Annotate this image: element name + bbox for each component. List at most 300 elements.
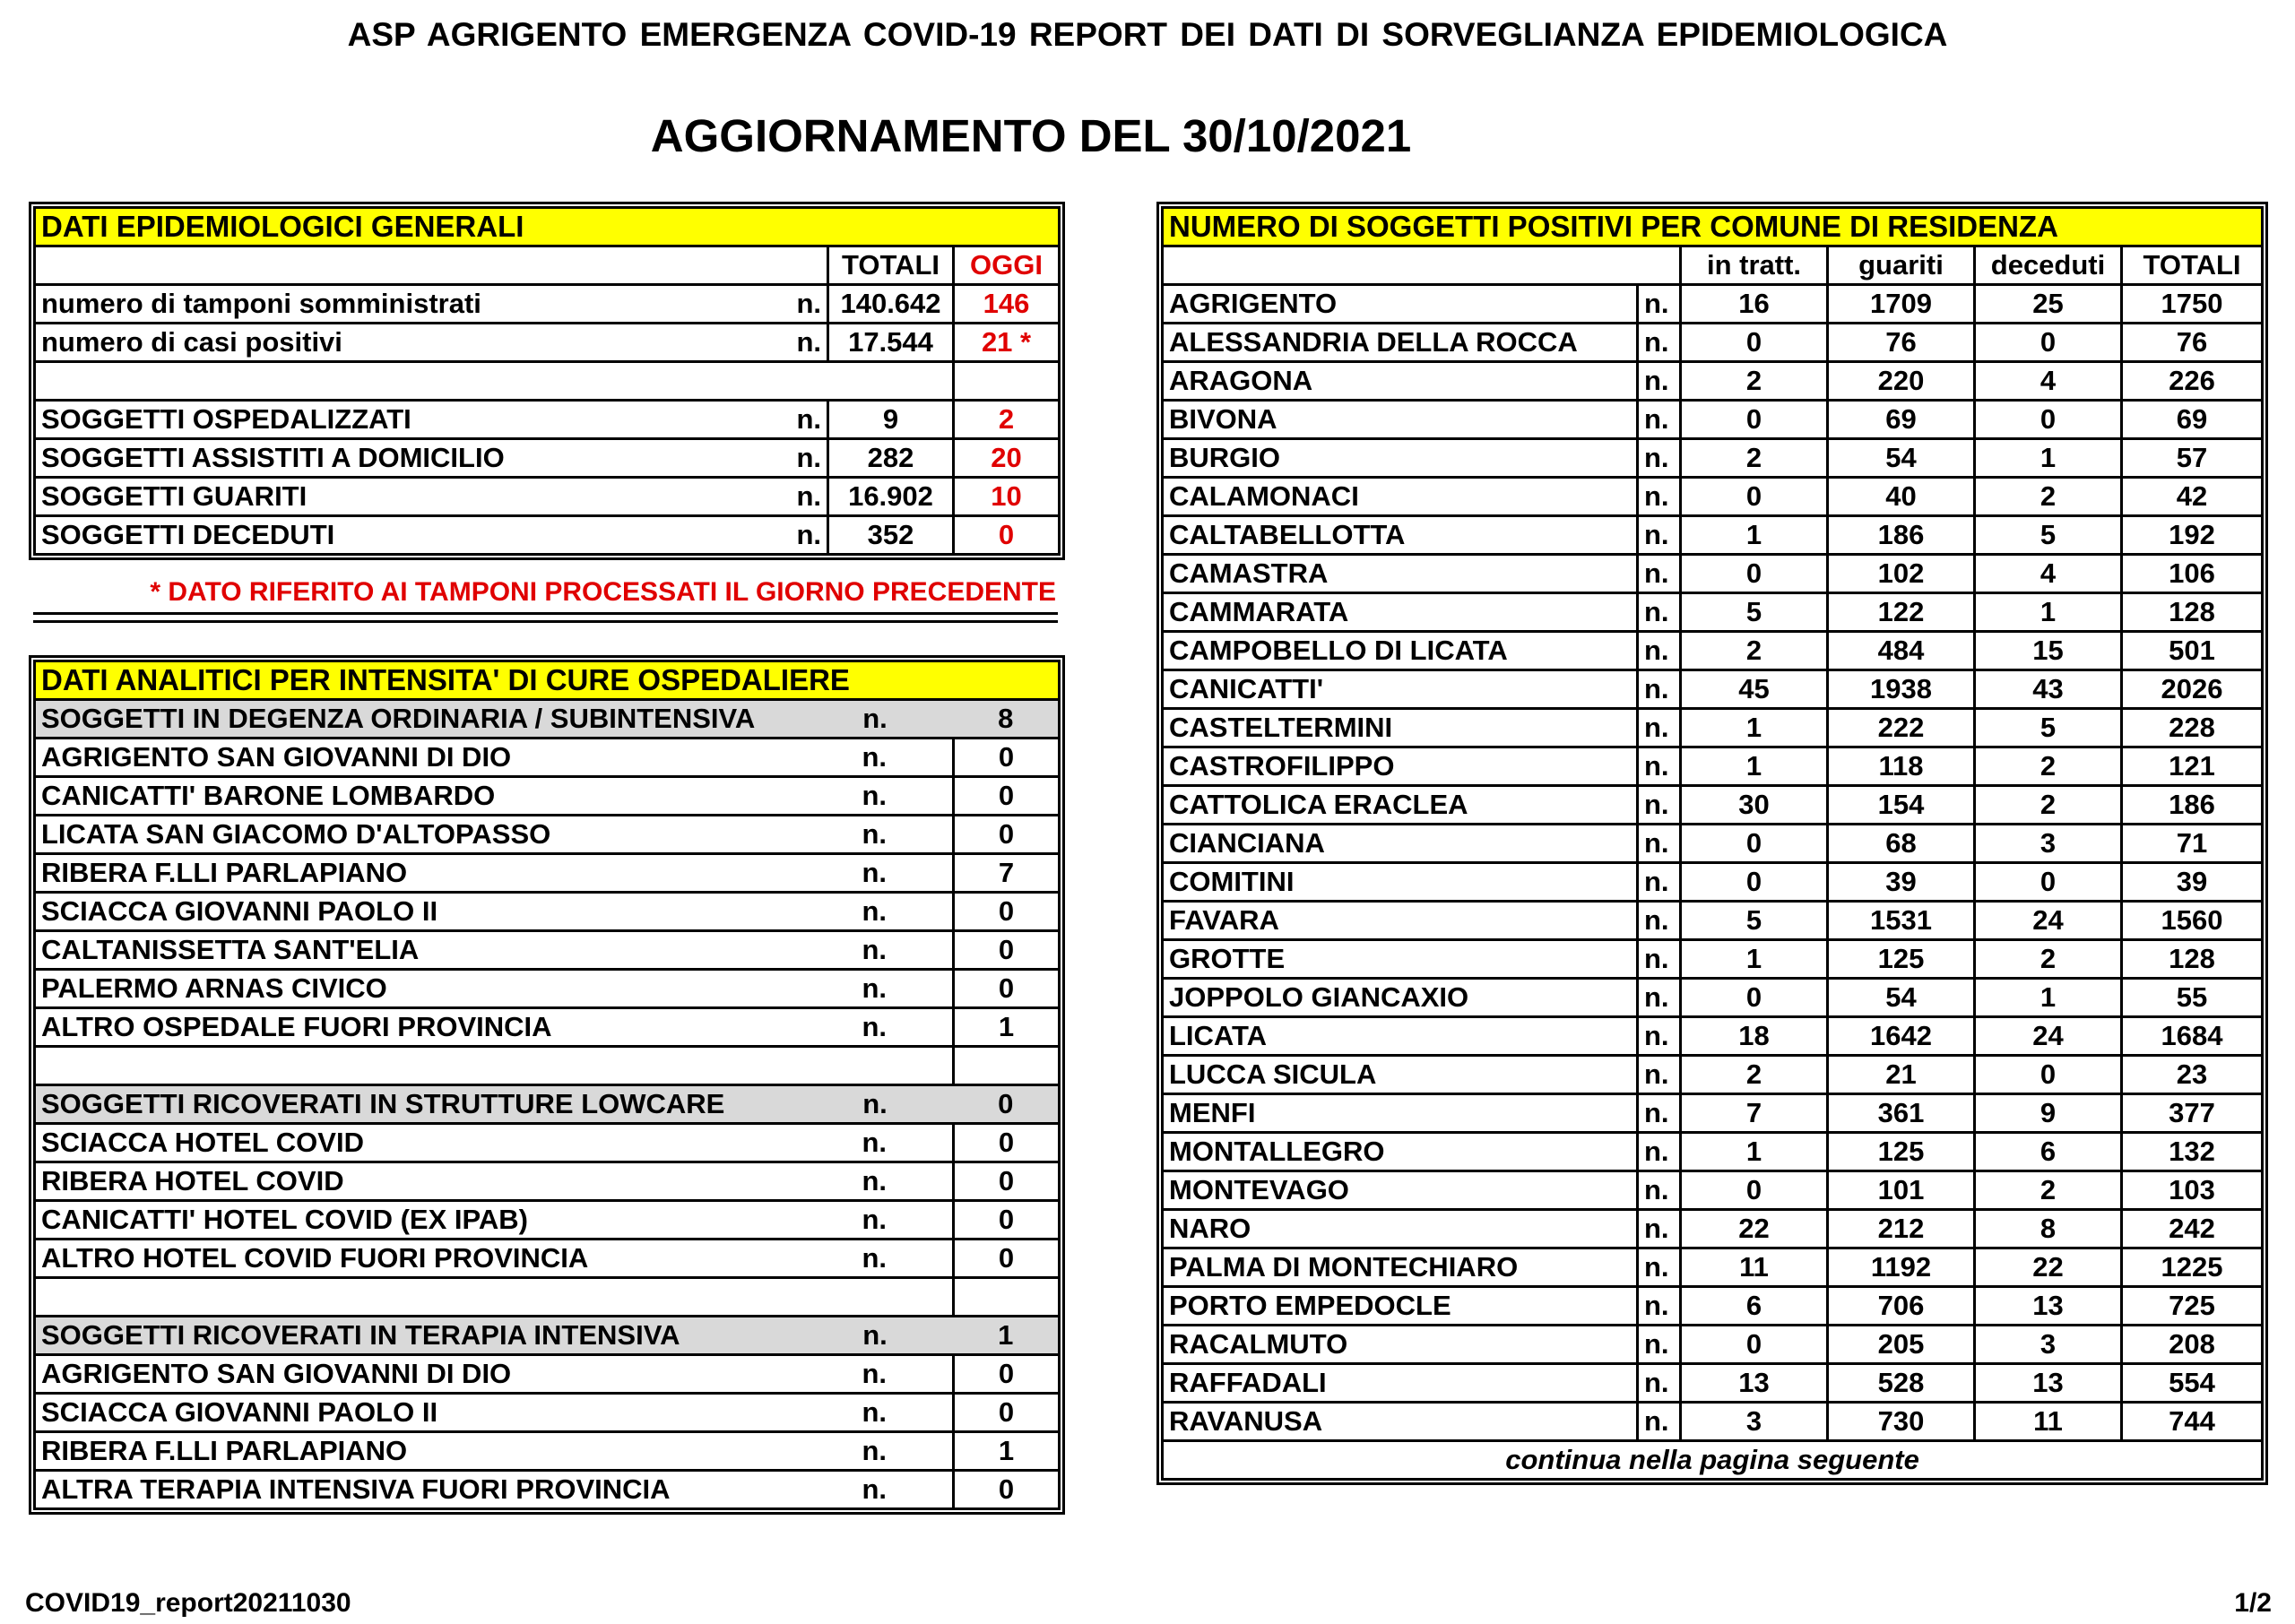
unit-label: n. (1638, 439, 1681, 478)
blank-row (35, 362, 1060, 401)
comune-value: 21 (1828, 1056, 1975, 1094)
table-row (35, 1201, 1060, 1240)
unit-label: n. (1638, 1403, 1681, 1441)
unit-label: n. (788, 285, 828, 324)
comune-value: 125 (1828, 1133, 1975, 1171)
totali-value: 140.642 (828, 285, 954, 324)
unit-label: n. (797, 1432, 954, 1471)
comune-row (1163, 593, 2263, 632)
comune-value: 15 (1975, 632, 2122, 670)
facility-value: 0 (954, 1355, 1060, 1394)
comune-row (1163, 439, 2263, 478)
facility-label: ALTRA TERAPIA INTENSIVA FUORI PROVINCIA (35, 1471, 797, 1509)
unit-label: n. (797, 970, 954, 1008)
table-row (35, 854, 1060, 893)
facility-value: 1 (954, 1432, 1060, 1471)
comune-value: 4 (1975, 555, 2122, 593)
comune-value: 2 (1681, 1056, 1828, 1094)
comune-name: ALESSANDRIA DELLA ROCCA (1163, 324, 1638, 362)
group-row (35, 700, 1060, 739)
oggi-value: 146 (954, 285, 1060, 324)
row-label: SOGGETTI OSPEDALIZZATI (35, 401, 788, 439)
group-label: SOGGETTI RICOVERATI IN STRUTTURE LOWCARE (35, 1085, 797, 1124)
comune-value: 2 (1975, 786, 2122, 825)
comune-name: LICATA (1163, 1017, 1638, 1056)
facility-value: 0 (954, 1394, 1060, 1432)
row-label: SOGGETTI GUARITI (35, 478, 788, 516)
comune-value: 39 (2122, 863, 2263, 902)
col-guariti: guariti (1828, 246, 1975, 285)
unit-label: n. (797, 1317, 954, 1355)
blank-row (35, 1278, 1060, 1317)
comune-row (1163, 1171, 2263, 1210)
unit-label: n. (788, 401, 828, 439)
comune-value: 8 (1975, 1210, 2122, 1248)
oggi-value: 21 * (954, 324, 1060, 362)
table-row (35, 478, 1060, 516)
comune-row (1163, 786, 2263, 825)
comune-value: 103 (2122, 1171, 2263, 1210)
row-label: numero di tamponi somministrati (35, 285, 788, 324)
comune-value: 6 (1681, 1287, 1828, 1326)
unit-label: n. (1638, 1210, 1681, 1248)
unit-label: n. (1638, 940, 1681, 979)
unit-label: n. (797, 777, 954, 816)
comune-row (1163, 632, 2263, 670)
comune-value: 68 (1828, 825, 1975, 863)
oggi-value: 20 (954, 439, 1060, 478)
comune-row (1163, 1326, 2263, 1364)
facility-value: 0 (954, 931, 1060, 970)
comune-value: 30 (1681, 786, 1828, 825)
comune-value: 42 (2122, 478, 2263, 516)
totali-value: 352 (828, 516, 954, 555)
comune-value: 501 (2122, 632, 2263, 670)
facility-value: 0 (954, 1240, 1060, 1278)
comune-value: 13 (1681, 1364, 1828, 1403)
comune-value: 0 (1975, 324, 2122, 362)
comune-value: 0 (1975, 401, 2122, 439)
comune-value: 128 (2122, 593, 2263, 632)
comune-value: 54 (1828, 979, 1975, 1017)
unit-label: n. (1638, 1326, 1681, 1364)
comune-name: FAVARA (1163, 902, 1638, 940)
facility-label: RIBERA HOTEL COVID (35, 1162, 797, 1201)
facility-label: CALTANISSETTA SANT'ELIA (35, 931, 797, 970)
comune-row (1163, 1094, 2263, 1133)
table-row (35, 777, 1060, 816)
comune-value: 76 (1828, 324, 1975, 362)
row-label: SOGGETTI ASSISTITI A DOMICILIO (35, 439, 788, 478)
comune-name: MONTEVAGO (1163, 1171, 1638, 1210)
unit-label: n. (1638, 1017, 1681, 1056)
facility-label: SCIACCA HOTEL COVID (35, 1124, 797, 1162)
comune-name: RAFFADALI (1163, 1364, 1638, 1403)
unit-label: n. (1638, 979, 1681, 1017)
comune-value: 6 (1975, 1133, 2122, 1171)
facility-label: ALTRO OSPEDALE FUORI PROVINCIA (35, 1008, 797, 1047)
blank-cell (954, 1047, 1060, 1085)
comune-name: CATTOLICA ERACLEA (1163, 786, 1638, 825)
totali-value: 16.902 (828, 478, 954, 516)
comune-value: 361 (1828, 1094, 1975, 1133)
unit-label: n. (1638, 478, 1681, 516)
hospital-title: DATI ANALITICI PER INTENSITA' DI CURE OSPEDALIERE (35, 661, 1060, 700)
comune-value: 5 (1975, 709, 2122, 747)
comune-value: 1560 (2122, 902, 2263, 940)
blank-cell (35, 362, 954, 401)
unit-label: n. (1638, 1287, 1681, 1326)
comune-row (1163, 324, 2263, 362)
comune-value: 40 (1828, 478, 1975, 516)
group-value: 0 (954, 1085, 1060, 1124)
unit-label: n. (1638, 632, 1681, 670)
comune-value: 71 (2122, 825, 2263, 863)
unit-label: n. (1638, 593, 1681, 632)
table-row (35, 1008, 1060, 1047)
unit-label: n. (1638, 863, 1681, 902)
comune-value: 730 (1828, 1403, 1975, 1441)
comune-name: CAMASTRA (1163, 555, 1638, 593)
unit-label: n. (1638, 1171, 1681, 1210)
comune-row (1163, 863, 2263, 902)
comune-value: 121 (2122, 747, 2263, 786)
unit-label: n. (1638, 324, 1681, 362)
unit-label: n. (797, 931, 954, 970)
comune-value: 1 (1681, 516, 1828, 555)
comune-value: 2 (1975, 1171, 2122, 1210)
facility-value: 0 (954, 1201, 1060, 1240)
table-row (35, 1162, 1060, 1201)
comune-value: 5 (1975, 516, 2122, 555)
facility-label: SCIACCA GIOVANNI PAOLO II (35, 1394, 797, 1432)
comune-value: 554 (2122, 1364, 2263, 1403)
comune-value: 484 (1828, 632, 1975, 670)
tamponi-note: * DATO RIFERITO AI TAMPONI PROCESSATI IL GIORNO PRECEDENTE (150, 577, 1056, 607)
totali-value: 17.544 (828, 324, 954, 362)
facility-value: 7 (954, 854, 1060, 893)
unit-label: n. (788, 439, 828, 478)
comune-value: 43 (1975, 670, 2122, 709)
table-row (35, 931, 1060, 970)
comune-value: 69 (1828, 401, 1975, 439)
comune-value: 1709 (1828, 285, 1975, 324)
comune-value: 226 (2122, 362, 2263, 401)
unit-label: n. (1638, 362, 1681, 401)
comune-value: 24 (1975, 1017, 2122, 1056)
hospital-intensity-table (33, 660, 1061, 1510)
comune-value: 2 (1975, 940, 2122, 979)
unit-label: n. (797, 1008, 954, 1047)
comune-value: 222 (1828, 709, 1975, 747)
unit-label: n. (788, 516, 828, 555)
comune-value: 744 (2122, 1403, 2263, 1441)
comune-value: 0 (1681, 1326, 1828, 1364)
unit-label: n. (797, 739, 954, 777)
group-row (35, 1317, 1060, 1355)
unit-label: n. (1638, 902, 1681, 940)
table-row (35, 1432, 1060, 1471)
comune-value: 1225 (2122, 1248, 2263, 1287)
group-row (35, 1085, 1060, 1124)
unit-label: n. (1638, 1364, 1681, 1403)
comune-row (1163, 516, 2263, 555)
comune-value: 1192 (1828, 1248, 1975, 1287)
unit-label: n. (1638, 786, 1681, 825)
comune-value: 7 (1681, 1094, 1828, 1133)
comune-row (1163, 979, 2263, 1017)
unit-label: n. (1638, 825, 1681, 863)
comune-value: 23 (2122, 1056, 2263, 1094)
comune-value: 1 (1681, 709, 1828, 747)
comune-name: GROTTE (1163, 940, 1638, 979)
blank-cell (954, 362, 1060, 401)
facility-value: 0 (954, 1124, 1060, 1162)
table-row (35, 439, 1060, 478)
comune-row (1163, 285, 2263, 324)
comune-name: JOPPOLO GIANCAXIO (1163, 979, 1638, 1017)
facility-label: AGRIGENTO SAN GIOVANNI DI DIO (35, 739, 797, 777)
comune-value: 45 (1681, 670, 1828, 709)
report-title: ASP AGRIGENTO EMERGENZA COVID-19 REPORT DEI DATI DI SORVEGLIANZA EPIDEMIOLOGICA (347, 16, 1948, 53)
unit-label: n. (797, 1355, 954, 1394)
oggi-value: 2 (954, 401, 1060, 439)
comune-name: AGRIGENTO (1163, 285, 1638, 324)
comune-value: 11 (1975, 1403, 2122, 1441)
comune-value: 125 (1828, 940, 1975, 979)
blank-cell (954, 1278, 1060, 1317)
col-oggi: OGGI (954, 246, 1060, 285)
comune-name: COMITINI (1163, 863, 1638, 902)
general-data-title: DATI EPIDEMIOLOGICI GENERALI (35, 208, 1060, 246)
comune-row (1163, 709, 2263, 747)
facility-value: 0 (954, 970, 1060, 1008)
unit-label: n. (1638, 670, 1681, 709)
facility-value: 0 (954, 816, 1060, 854)
comune-value: 2 (1681, 632, 1828, 670)
comune-value: 118 (1828, 747, 1975, 786)
comune-row (1163, 747, 2263, 786)
unit-label: n. (797, 1394, 954, 1432)
comune-value: 2 (1975, 478, 2122, 516)
table-row (35, 1240, 1060, 1278)
comune-value: 1 (1975, 439, 2122, 478)
unit-label: n. (797, 1085, 954, 1124)
comune-value: 5 (1681, 593, 1828, 632)
comune-value: 18 (1681, 1017, 1828, 1056)
comune-value: 16 (1681, 285, 1828, 324)
unit-label: n. (788, 478, 828, 516)
group-label: SOGGETTI IN DEGENZA ORDINARIA / SUBINTENSIVA (35, 700, 797, 739)
unit-label: n. (1638, 285, 1681, 324)
comune-row (1163, 825, 2263, 863)
comune-value: 0 (1975, 863, 2122, 902)
table-row (35, 1355, 1060, 1394)
comune-value: 0 (1681, 1171, 1828, 1210)
comune-name: BIVONA (1163, 401, 1638, 439)
unit-label: n. (1638, 516, 1681, 555)
comune-name: ARAGONA (1163, 362, 1638, 401)
comune-value: 205 (1828, 1326, 1975, 1364)
table-row (35, 893, 1060, 931)
unit-label: n. (797, 1240, 954, 1278)
comune-value: 192 (2122, 516, 2263, 555)
comune-value: 102 (1828, 555, 1975, 593)
unit-label: n. (788, 324, 828, 362)
comune-value: 22 (1975, 1248, 2122, 1287)
comune-value: 2 (1681, 439, 1828, 478)
general-data-table (33, 206, 1061, 556)
update-date: AGGIORNAMENTO DEL 30/10/2021 (650, 110, 1412, 161)
comune-value: 528 (1828, 1364, 1975, 1403)
unit-label: n. (797, 1201, 954, 1240)
comune-name: CALAMONACI (1163, 478, 1638, 516)
comune-value: 212 (1828, 1210, 1975, 1248)
comune-value: 101 (1828, 1171, 1975, 1210)
comune-value: 1 (1681, 747, 1828, 786)
unit-label: n. (1638, 555, 1681, 593)
comuni-title: NUMERO DI SOGGETTI POSITIVI PER COMUNE DI RESIDENZA (1163, 208, 2263, 246)
comune-value: 132 (2122, 1133, 2263, 1171)
facility-label: PALERMO ARNAS CIVICO (35, 970, 797, 1008)
table-row (35, 1394, 1060, 1432)
unit-label: n. (797, 1162, 954, 1201)
totali-value: 9 (828, 401, 954, 439)
table-row (35, 285, 1060, 324)
comune-value: 1531 (1828, 902, 1975, 940)
comune-value: 76 (2122, 324, 2263, 362)
comune-value: 706 (1828, 1287, 1975, 1326)
comune-row (1163, 1056, 2263, 1094)
facility-label: LICATA SAN GIACOMO D'ALTOPASSO (35, 816, 797, 854)
comune-name: NARO (1163, 1210, 1638, 1248)
group-value: 8 (954, 700, 1060, 739)
comune-name: CAMPOBELLO DI LICATA (1163, 632, 1638, 670)
comune-name: CAMMARATA (1163, 593, 1638, 632)
col-in-tratt: in tratt. (1681, 246, 1828, 285)
unit-label: n. (1638, 709, 1681, 747)
comune-value: 55 (2122, 979, 2263, 1017)
comune-row (1163, 1210, 2263, 1248)
col-totali: TOTALI (2122, 246, 2263, 285)
comune-value: 1684 (2122, 1017, 2263, 1056)
comune-name: PALMA DI MONTECHIARO (1163, 1248, 1638, 1287)
table-row (35, 816, 1060, 854)
comune-name: RACALMUTO (1163, 1326, 1638, 1364)
table-row (35, 739, 1060, 777)
comune-name: PORTO EMPEDOCLE (1163, 1287, 1638, 1326)
facility-value: 0 (954, 893, 1060, 931)
comune-value: 377 (2122, 1094, 2263, 1133)
comune-value: 1 (1681, 1133, 1828, 1171)
comune-value: 39 (1828, 863, 1975, 902)
unit-label: n. (797, 1471, 954, 1509)
comune-value: 186 (2122, 786, 2263, 825)
comune-value: 1 (1681, 940, 1828, 979)
comune-value: 0 (1681, 478, 1828, 516)
comune-value: 242 (2122, 1210, 2263, 1248)
continue-note: continua nella pagina seguente (1163, 1441, 2263, 1480)
comune-row (1163, 362, 2263, 401)
comune-row (1163, 670, 2263, 709)
comune-name: BURGIO (1163, 439, 1638, 478)
comune-value: 128 (2122, 940, 2263, 979)
unit-label: n. (1638, 1248, 1681, 1287)
comune-value: 9 (1975, 1094, 2122, 1133)
comune-value: 0 (1681, 324, 1828, 362)
table-row (35, 401, 1060, 439)
section-divider (33, 612, 1058, 623)
row-label: numero di casi positivi (35, 324, 788, 362)
comune-value: 0 (1975, 1056, 2122, 1094)
comune-row (1163, 478, 2263, 516)
comune-value: 0 (1681, 863, 1828, 902)
comune-value: 0 (1681, 979, 1828, 1017)
comune-row (1163, 1133, 2263, 1171)
comune-value: 25 (1975, 285, 2122, 324)
comune-row (1163, 1017, 2263, 1056)
blank-cell (35, 1047, 954, 1085)
comune-value: 11 (1681, 1248, 1828, 1287)
unit-label: n. (1638, 747, 1681, 786)
comune-name: CASTELTERMINI (1163, 709, 1638, 747)
comune-row (1163, 940, 2263, 979)
facility-value: 0 (954, 777, 1060, 816)
facility-label: RIBERA F.LLI PARLAPIANO (35, 1432, 797, 1471)
comune-value: 186 (1828, 516, 1975, 555)
comune-value: 57 (2122, 439, 2263, 478)
col-totali: TOTALI (828, 246, 954, 285)
comune-value: 122 (1828, 593, 1975, 632)
facility-label: CANICATTI' BARONE LOMBARDO (35, 777, 797, 816)
page-number: 1/2 (2234, 1588, 2272, 1618)
comune-value: 1750 (2122, 285, 2263, 324)
comune-value: 13 (1975, 1364, 2122, 1403)
comune-value: 0 (1681, 825, 1828, 863)
group-label: SOGGETTI RICOVERATI IN TERAPIA INTENSIVA (35, 1317, 797, 1355)
unit-label: n. (797, 893, 954, 931)
facility-label: ALTRO HOTEL COVID FUORI PROVINCIA (35, 1240, 797, 1278)
col-deceduti: deceduti (1975, 246, 2122, 285)
comune-value: 69 (2122, 401, 2263, 439)
comune-value: 3 (1975, 825, 2122, 863)
comune-value: 1 (1975, 593, 2122, 632)
comuni-table (1161, 206, 2264, 1481)
comune-row (1163, 555, 2263, 593)
comune-row (1163, 902, 2263, 940)
table-row (35, 970, 1060, 1008)
facility-value: 0 (954, 1471, 1060, 1509)
unit-label: n. (797, 1124, 954, 1162)
unit-label: n. (1638, 401, 1681, 439)
comune-name: RAVANUSA (1163, 1403, 1638, 1441)
unit-label: n. (1638, 1133, 1681, 1171)
comune-value: 1938 (1828, 670, 1975, 709)
table-row (35, 324, 1060, 362)
totali-value: 282 (828, 439, 954, 478)
facility-label: SCIACCA GIOVANNI PAOLO II (35, 893, 797, 931)
comune-value: 3 (1975, 1326, 2122, 1364)
comune-name: LUCCA SICULA (1163, 1056, 1638, 1094)
comune-row (1163, 401, 2263, 439)
comune-name: CANICATTI' (1163, 670, 1638, 709)
comune-value: 22 (1681, 1210, 1828, 1248)
oggi-value: 10 (954, 478, 1060, 516)
comune-value: 228 (2122, 709, 2263, 747)
comune-value: 2026 (2122, 670, 2263, 709)
comune-value: 2 (1975, 747, 2122, 786)
facility-value: 1 (954, 1008, 1060, 1047)
